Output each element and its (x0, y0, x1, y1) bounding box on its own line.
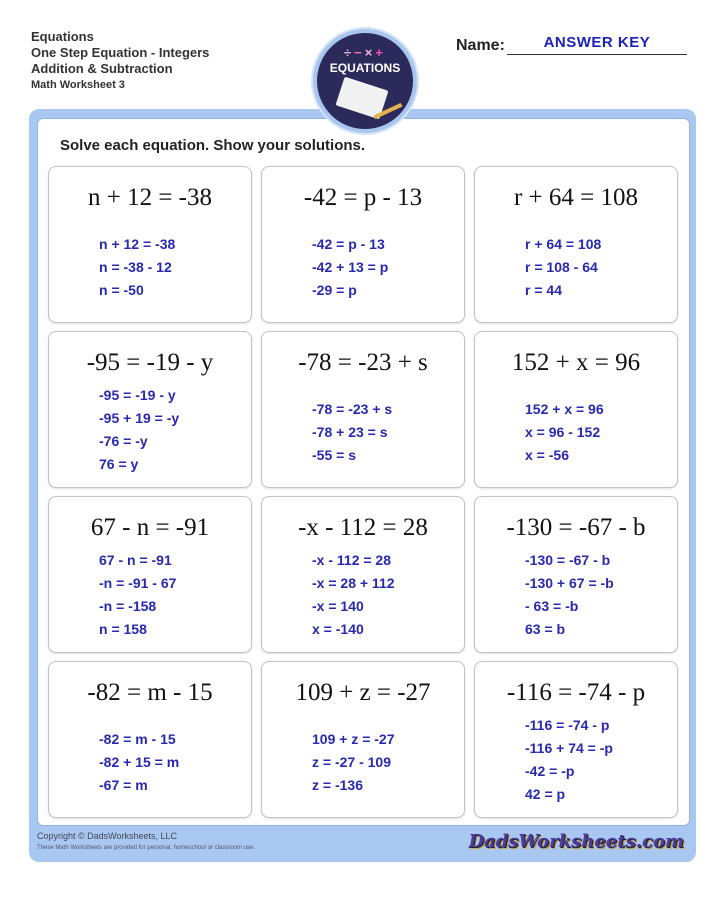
solution-steps: 152 + x = 96 x = 96 - 152 x = -56 (525, 401, 604, 463)
header-title: Equations (31, 29, 94, 44)
worksheet-header (31, 29, 209, 93)
problem-card-7 (48, 496, 252, 653)
problem-card-5 (261, 331, 465, 488)
problem-card-1 (48, 166, 252, 323)
name-label: Name: (456, 37, 505, 54)
problem-card-3 (474, 166, 678, 323)
solution-steps: n + 12 = -38 n = -38 - 12 n = -50 (99, 236, 176, 298)
solution-steps: -78 = -23 + s -78 + 23 = s -55 = s (312, 401, 393, 463)
solution-steps: 109 + z = -27 z = -27 - 109 z = -136 (312, 731, 395, 793)
copyright-text: Copyright © DadsWorksheets, LLC (37, 831, 178, 841)
problem-equation: 152 + x = 96 (511, 349, 641, 376)
problem-card-9 (474, 496, 678, 653)
problem-equation: 67 - n = -91 (90, 514, 210, 541)
name-input-line[interactable] (507, 34, 687, 55)
problem-card-8 (261, 496, 465, 653)
problem-card-2 (261, 166, 465, 323)
name-value: ANSWER KEY (543, 34, 651, 51)
problem-card-6 (474, 331, 678, 488)
problem-equation: n + 12 = -38 (87, 184, 213, 211)
solution-steps: -130 = -67 - b -130 + 67 = -b - 63 = -b 63 = b (525, 552, 614, 637)
solution-steps: -x - 112 = 28 -x = 28 + 112 -x = 140 x = -140 (312, 552, 395, 637)
name-field (456, 34, 687, 55)
problem-equation: -78 = -23 + s (298, 349, 428, 376)
worksheet-body (37, 118, 690, 826)
solution-steps: -82 = m - 15 -82 + 15 = m -67 = m (99, 731, 180, 793)
header-topic: Addition & Subtraction (31, 61, 173, 76)
solution-steps: 67 - n = -91 -n = -91 - 67 -n = -158 n = 158 (99, 552, 177, 637)
instructions: Solve each equation. Show your solutions. (60, 137, 366, 154)
equations-logo (313, 29, 417, 133)
usage-note: These Math Worksheets are provided for personal, homeschool or classroom use. (37, 845, 255, 851)
worksheet-footer (37, 827, 688, 859)
problem-equation: 109 + z = -27 (295, 679, 431, 706)
problem-card-12 (474, 661, 678, 818)
header-subtitle: One Step Equation - Integers (31, 45, 210, 60)
problem-equation: -x - 112 = 28 (298, 514, 428, 541)
problem-card-4 (48, 331, 252, 488)
problem-grid (48, 166, 678, 818)
header-worksheet-number: Math Worksheet 3 (31, 79, 125, 91)
solution-steps: -42 = p - 13 -42 + 13 = p -29 = p (312, 236, 389, 298)
problem-card-11 (261, 661, 465, 818)
problem-equation: -130 = -67 - b (506, 514, 646, 541)
problem-equation: -82 = m - 15 (87, 679, 213, 706)
problem-equation: -116 = -74 - p (506, 679, 646, 706)
math-operators-icon: ÷−×+ (344, 45, 386, 60)
problem-equation: -42 = p - 13 (303, 184, 423, 211)
worksheet-frame (29, 109, 696, 862)
solution-steps: -95 = -19 - y -95 + 19 = -y -76 = -y 76 = y (99, 387, 180, 472)
logo-word: EQUATIONS (329, 61, 401, 75)
problem-equation: -95 = -19 - y (86, 349, 214, 376)
problem-card-10 (48, 661, 252, 818)
problem-equation: r + 64 = 108 (513, 184, 639, 211)
solution-steps: r + 64 = 108 r = 108 - 64 r = 44 (525, 236, 602, 298)
dadsworksheets-logo[interactable]: DadsWorksheets.com (468, 831, 684, 852)
solution-steps: -116 = -74 - p -116 + 74 = -p -42 = -p 42 = p (525, 717, 613, 802)
